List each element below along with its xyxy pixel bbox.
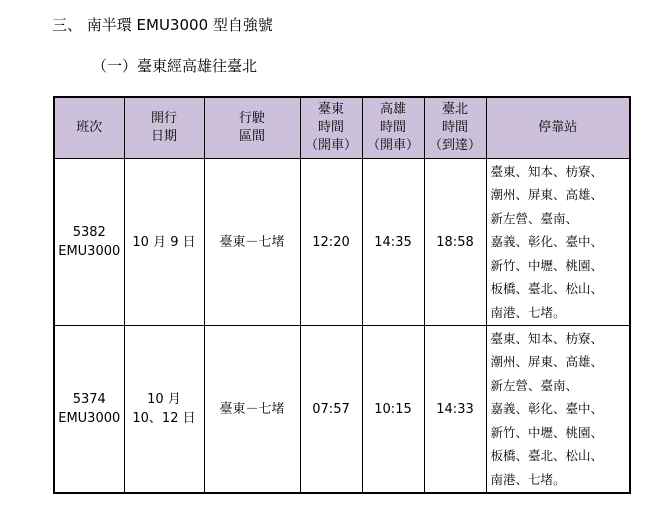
header-row bbox=[54, 97, 630, 159]
header-kaohsiung-time: 高雄 時間 （開車） bbox=[362, 97, 424, 159]
kaohsiung-time-cell: 14:35 bbox=[362, 159, 424, 326]
taitung-time-cell: 07:57 bbox=[300, 326, 362, 494]
train-number-cell: 5382 EMU3000 bbox=[54, 159, 124, 326]
header-train: 班次 bbox=[54, 97, 124, 159]
train-number-cell: 5374 EMU3000 bbox=[54, 326, 124, 494]
kaohsiung-time-cell: 10:15 bbox=[362, 326, 424, 494]
taitung-time-cell: 12:20 bbox=[300, 159, 362, 326]
header-taitung-time: 臺東 時間 （開車） bbox=[300, 97, 362, 159]
section-cell: 臺東－七堵 bbox=[204, 326, 300, 494]
section-cell: 臺東－七堵 bbox=[204, 159, 300, 326]
header-stops: 停靠站 bbox=[486, 97, 630, 159]
stops-cell: 臺東、知本、枋寮、 潮州、屏東、高雄、 新左營、臺南、 嘉義、彰化、臺中、 新竹、中壢、桃園、 板橋、臺北、松山、 南港、七堵。 bbox=[486, 159, 630, 326]
date-cell: 10 月 9 日 bbox=[124, 159, 204, 326]
header-date: 開行 日期 bbox=[124, 97, 204, 159]
timetable bbox=[53, 96, 631, 494]
table-row bbox=[54, 326, 630, 494]
taipei-time-cell: 18:58 bbox=[424, 159, 486, 326]
header-section: 行駛 區間 bbox=[204, 97, 300, 159]
stops-cell: 臺東、知本、枋寮、 潮州、屏東、高雄、 新左營、臺南、 嘉義、彰化、臺中、 新竹、中壢、桃園、 板橋、臺北、松山、 南港、七堵。 bbox=[486, 326, 630, 494]
section-subheading: （一）臺東經高雄往臺北 bbox=[92, 57, 258, 75]
date-cell: 10 月 10、12 日 bbox=[124, 326, 204, 494]
taipei-time-cell: 14:33 bbox=[424, 326, 486, 494]
section-heading: 三、 南半環 EMU3000 型自強號 bbox=[52, 16, 273, 34]
table-row bbox=[54, 159, 630, 326]
header-taipei-time: 臺北 時間 （到達） bbox=[424, 97, 486, 159]
